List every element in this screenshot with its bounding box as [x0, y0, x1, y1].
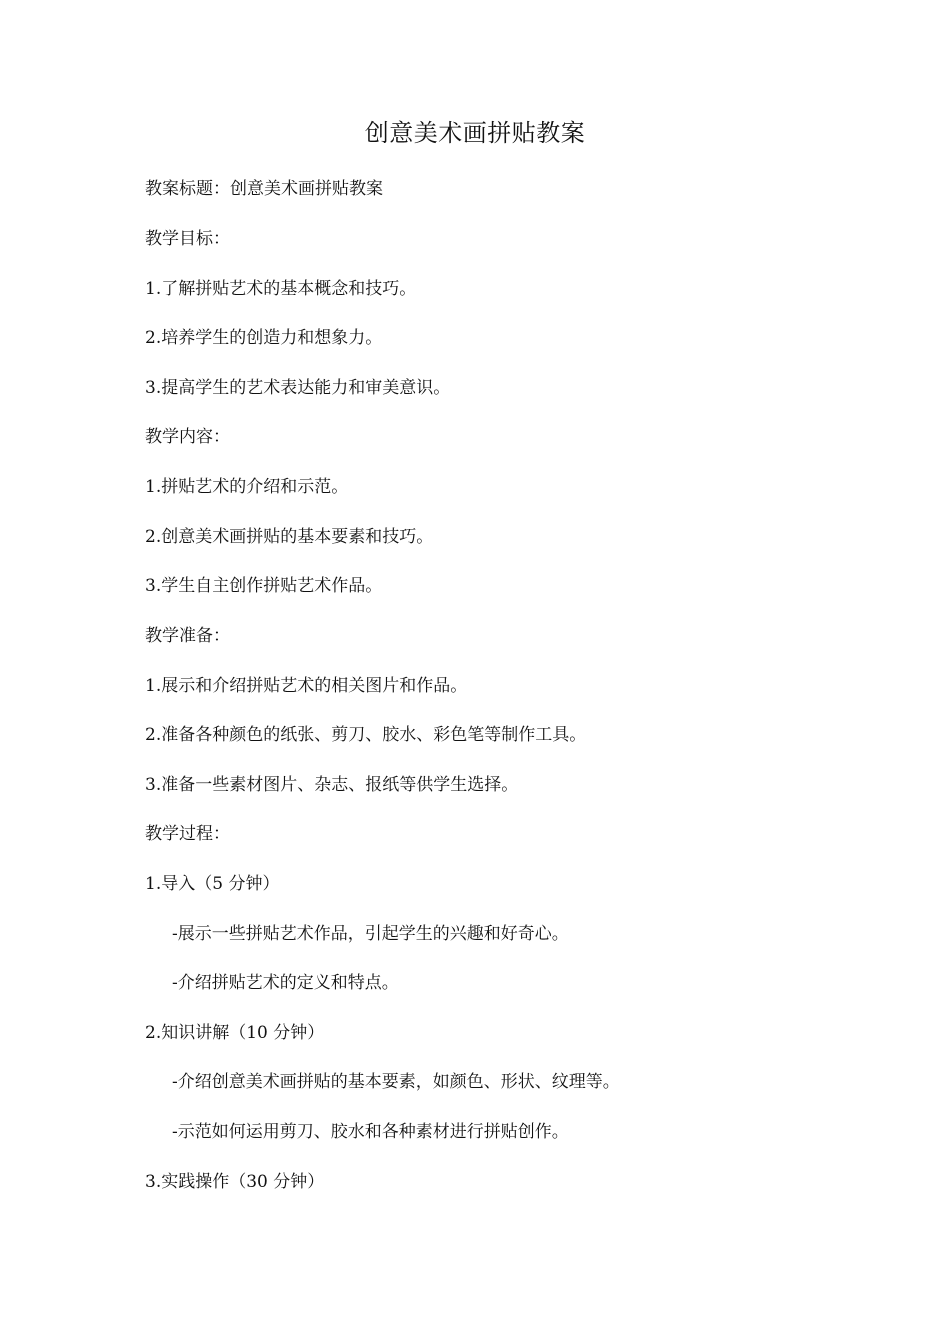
section-heading-process: 教学过程：: [145, 824, 230, 844]
preparation-item-1: 1.展示和介绍拼贴艺术的相关图片和作品。: [145, 676, 468, 696]
preparation-item-2: 2.准备各种颜色的纸张、剪刀、胶水、彩色笔等制作工具。: [145, 725, 587, 745]
lesson-title-line: 教案标题：创意美术画拼贴教案: [145, 179, 383, 199]
process-step-1-detail-1: -展示一些拼贴艺术作品，引起学生的兴趣和好奇心。: [172, 924, 569, 944]
process-step-3: 3.实践操作（30 分钟）: [145, 1172, 325, 1192]
process-step-2-detail-1: -介绍创意美术画拼贴的基本要素，如颜色、形状、纹理等。: [172, 1072, 620, 1092]
content-item-3: 3.学生自主创作拼贴艺术作品。: [145, 576, 383, 596]
section-heading-content: 教学内容：: [145, 427, 230, 447]
objective-item-2: 2.培养学生的创造力和想象力。: [145, 328, 383, 348]
section-heading-preparation: 教学准备：: [145, 626, 230, 646]
process-step-1: 1.导入（5 分钟）: [145, 874, 280, 894]
section-heading-objectives: 教学目标：: [145, 229, 230, 249]
preparation-item-3: 3.准备一些素材图片、杂志、报纸等供学生选择。: [145, 775, 519, 795]
process-step-2: 2.知识讲解（10 分钟）: [145, 1023, 325, 1043]
process-step-1-detail-2: -介绍拼贴艺术的定义和特点。: [172, 973, 399, 993]
document-title: 创意美术画拼贴教案: [364, 119, 586, 147]
process-step-2-detail-2: -示范如何运用剪刀、胶水和各种素材进行拼贴创作。: [172, 1122, 569, 1142]
objective-item-1: 1.了解拼贴艺术的基本概念和技巧。: [145, 279, 417, 299]
content-item-2: 2.创意美术画拼贴的基本要素和技巧。: [145, 527, 434, 547]
objective-item-3: 3.提高学生的艺术表达能力和审美意识。: [145, 378, 451, 398]
content-item-1: 1.拼贴艺术的介绍和示范。: [145, 477, 349, 497]
